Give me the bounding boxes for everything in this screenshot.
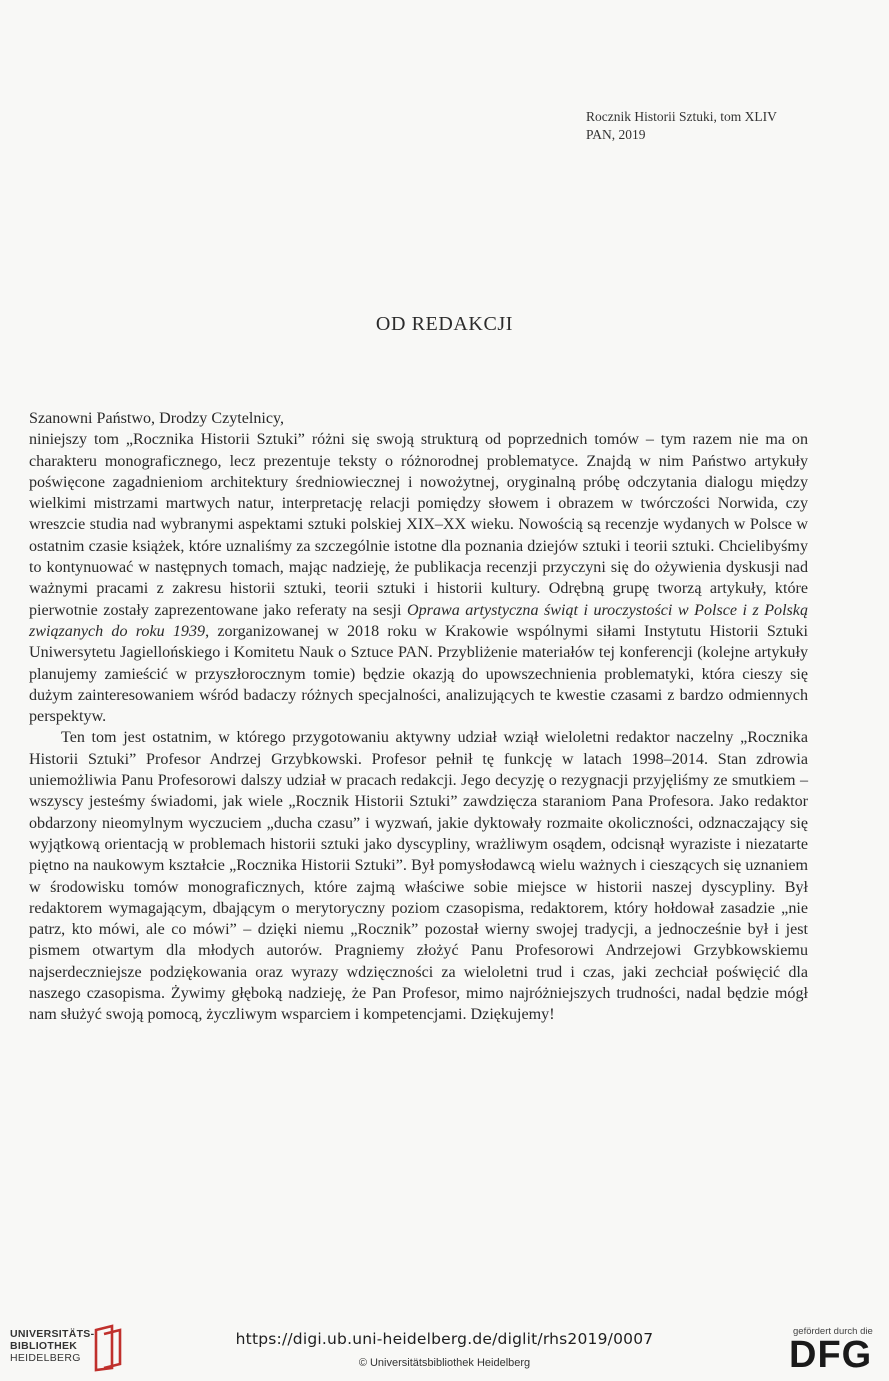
copyright-notice: © Universitätsbibliothek Heidelberg xyxy=(358,1357,531,1369)
footer-bar xyxy=(0,1318,889,1381)
paragraph-1-part-a: niniejszy tom „Rocznika Historii Sztuki” różni się swoją strukturą od poprzednich tomów – tym razem nie ma on charakteru monograficznego, lecz prezentuje teksty o różnorodnej problematyce. Znajdą w nim Państwo artykuły poświęcone zagadnieniom architektury średniowiecznej i nowożytnej, oryginalną próbę odczytania dialogu między wielkimi mistrzami martwych natur, interpretację relacji pomiędzy słowem i obrazem w twórczości Norwida, czy wreszcie studia nad wybranymi aspektami sztuki polskiej XIX–XX wieku. Nowością są recenzje wydanych w Polsce w ostatnim czasie książek, które uznaliśmy za szczególnie istotne dla poznania dziejów sztuki i teorii sztuki. Chcielibyśmy to kontynuować w następnych tomach, mając nadzieję, że publikacja recenzji przyczyni się do ożywienia dyskusji nad ważnymi pracami z zakresu historii sztuki, teorii sztuki i historii kultury. Odrębną grupę tworzą artykuły, które pierwotnie zostały zaprezentowane jako referaty na sesji xyxy=(29,431,808,619)
salutation: Szanowni Państwo, Drodzy Czytelnicy, xyxy=(29,410,285,427)
permalink-url[interactable]: https://digi.ub.uni-heidelberg.de/diglit/rhs2019/0007 xyxy=(235,1330,654,1348)
journal-line: Rocznik Historii Sztuki, tom XLIV xyxy=(586,109,777,124)
publisher-line: PAN, 2019 xyxy=(586,127,646,142)
paragraph-1 xyxy=(29,429,808,727)
dfg-logo[interactable]: DFG xyxy=(789,1334,873,1376)
article-title: OD REDAKCJI xyxy=(375,313,514,335)
library-line-2: BIBLIOTHEK xyxy=(10,1340,78,1352)
journal-header xyxy=(586,108,777,144)
library-line-3: HEIDELBERG xyxy=(10,1352,81,1364)
library-line-1: UNIVERSITÄTS- xyxy=(10,1328,95,1340)
paragraph-1-part-b: , zorganizowanej w 2018 roku w Krakowie wspólnymi siłami Instytutu Historii Sztuki Uniwersytetu Jagiellońskiego i Komitetu Nauk o Sztuce PAN. Przybliżenie materiałów tej konferencji (kolejne artykuły planujemy zamieścić w przyszłorocznym tomie) będzie okazją do upowszechnienia problematyki, która cieszy się dużym zainteresowaniem wśród badaczy różnych specjalności, analizujących te kwestie czasami z bardzo odmiennych perspektyw. xyxy=(29,622,808,726)
session-title: Oprawa artystyczna świąt i uroczystości w Polsce i z Polską związanych do roku 1939 xyxy=(29,601,808,640)
funding-note: gefördert durch die xyxy=(793,1326,873,1337)
article-body xyxy=(29,408,808,1026)
paragraph-2: Ten tom jest ostatnim, w którego przygotowaniu aktywny udział wziął wieloletni redaktor naczelny „Rocznika Historii Sztuki” Profesor Andrzej Grzybkowski. Profesor pełnił tę funkcję w latach 1998–2014. Stan zdrowia uniemożliwia Panu Profesorowi dalszy udział w pracach redakcji. Jego decyzję o rezygnacji przyjęliśmy ze smutkiem – wszyscy jesteśmy świadomi, jak wiele „Rocznik Historii Sztuki” zawdzięcza staraniom Pana Profesora. Jako redaktor obdarzony nieomylnym wyczuciem „ducha czasu” i wyzwań, jakie dyktowały rozmaite okoliczności, odznaczający się wyjątkową orientacją w problemach historii sztuki jako dyscypliny, wrażliwym osądem, odcisnął wyraziste i niezatarte piętno na naukowym kształcie „Rocznika Historii Sztuki”. Był pomysłodawcą wielu ważnych i cieszących się uznaniem w środowisku tomów monograficznych, które zajmą właściwe sobie miejsce w historii naszej dyscypliny. Był redaktorem wymagającym, dbającym o merytoryczny poziom czasopisma, redaktorem, który hołdował zasadzie „nie patrz, kto mówi, ale co mówi” – dzięki niemu „Rocznik” pozostał wierny swojej tradycji, a jednocześnie był i jest pismem otwartym dla młodych autorów. Pragniemy złożyć Panu Profesorowi Andrzejowi Grzybkowskiemu najserdeczniejsze podziękowania oraz wyrazy wdzięczności za wieloletni trud i czas, jaki zechciał poświęcić dla naszego czasopisma. Żywimy głęboką nadzieję, że Pan Profesor, mimo najróżniejszych trudności, nadal będzie mógł nam służyć swoją pomocą, życzliwym wsparciem i kompetencjami. Dziękujemy! xyxy=(29,729,808,1024)
